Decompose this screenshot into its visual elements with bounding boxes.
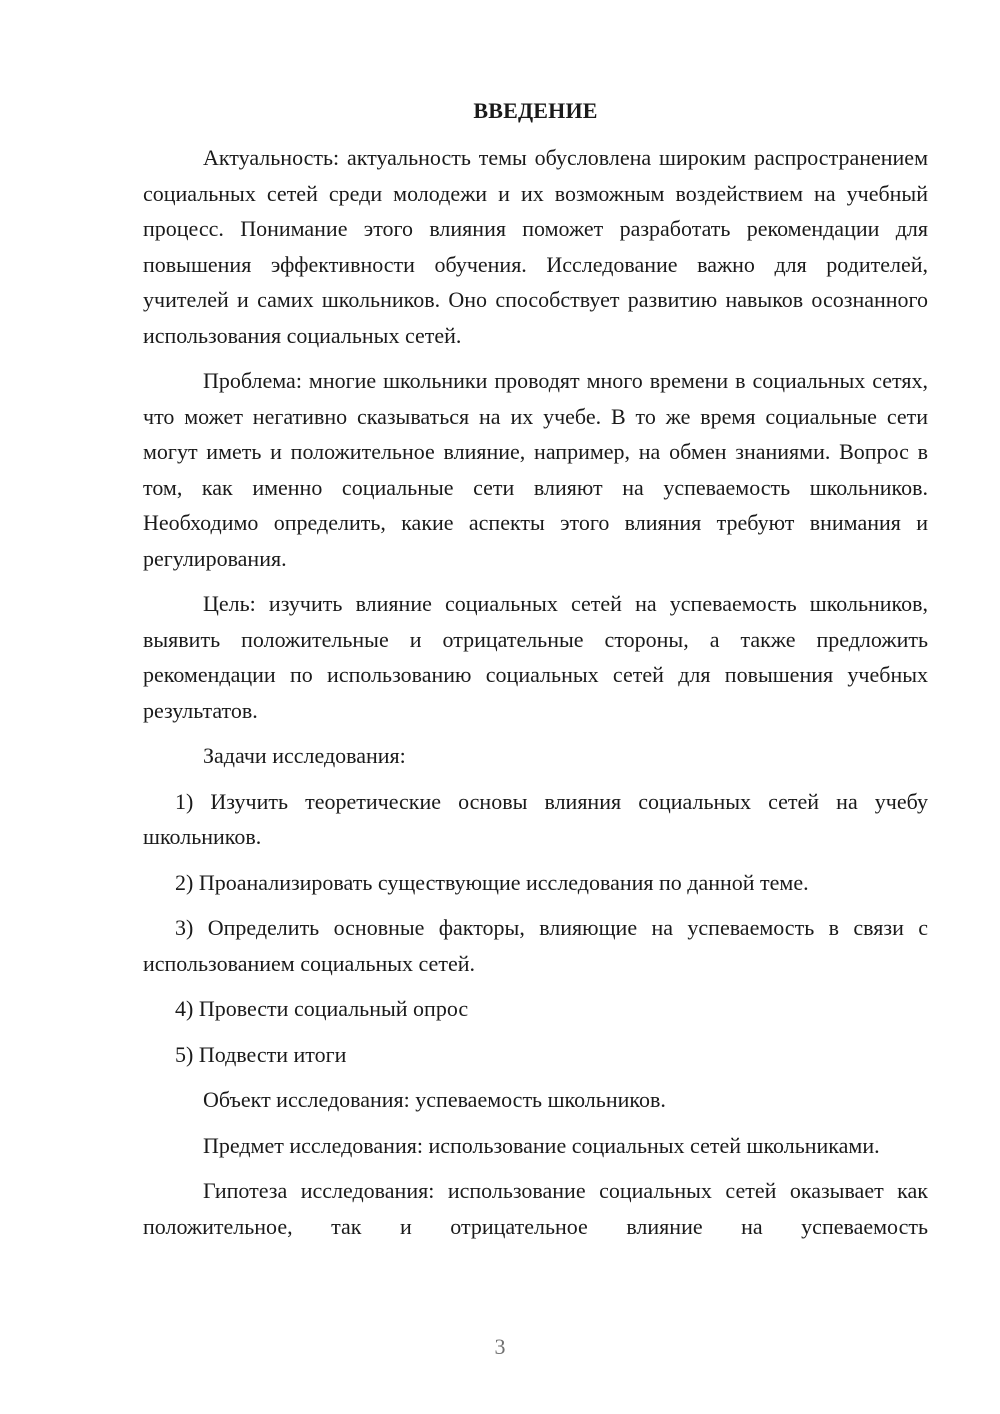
goal-paragraph: Цель: изучить влияние социальных сетей на успеваемость школьников, выявить положительные и отрицательные стороны, а также предложить рекомендации по использованию социальных сетей для повышения учебных результатов. <box>143 591 928 723</box>
section-heading: ВВЕДЕНИЕ <box>473 98 598 123</box>
hypothesis-paragraph: Гипотеза исследования: использование социальных сетей оказывает как положительное, так и отрицательное влияние на успеваемость <box>143 1178 928 1239</box>
page-number: 3 <box>494 1334 506 1359</box>
task-item-1: 1) Изучить теоретические основы влияния социальных сетей на учебу школьников. <box>143 788 928 849</box>
research-object-paragraph: Объект исследования: успеваемость школьников. <box>203 1087 666 1112</box>
tasks-heading: Задачи исследования: <box>203 743 406 768</box>
task-item-3: 3) Определить основные факторы, влияющие на успеваемость в связи с использованием социальных сетей. <box>143 915 928 976</box>
research-subject-paragraph: Предмет исследования: использование социальных сетей школьниками. <box>203 1132 880 1158</box>
task-item-5: 5) Подвести итоги <box>175 1041 347 1067</box>
document-body <box>143 96 928 1254</box>
relevance-paragraph: Актуальность: актуальность темы обусловлена широким распространением социальных сетей среди молодежи и их возможным воздействием на учебный процесс. Понимание этого влияния поможет разработать рекомендации для повышения эффективности обучения. Исследование важно для родителей, учителей и самих школьников. Оно способствует развитию навыков осознанного использования социальных сетей. <box>143 145 928 348</box>
task-item-4: 4) Провести социальный опрос <box>175 996 469 1021</box>
task-item-2: 2) Проанализировать существующие исследования по данной теме. <box>175 869 809 895</box>
problem-paragraph: Проблема: многие школьники проводят много времени в социальных сетях, что может негативно сказываться на их учебе. В то же время социальные сети могут иметь и положительное влияние, например, на обмен знаниями. Вопрос в том, как именно социальные сети влияют на успеваемость школьников. Необходимо определить, какие аспекты этого влияния требуют внимания и регулирования. <box>143 368 928 571</box>
